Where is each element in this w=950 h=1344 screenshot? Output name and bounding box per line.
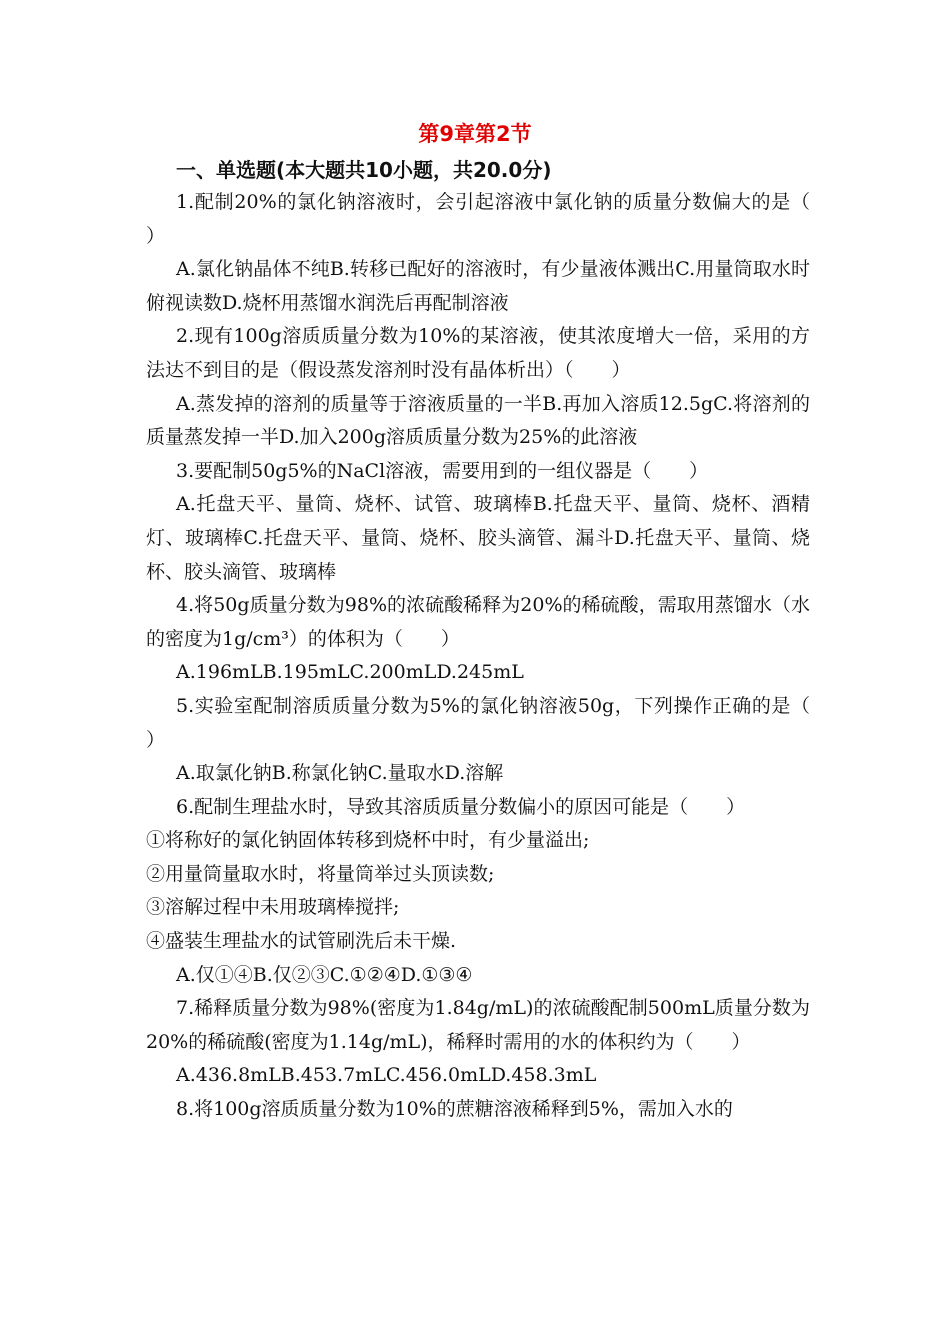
page-title: 第9章第2节: [418, 122, 532, 146]
question-2-options: A.蒸发掉的溶剂的质量等于溶液质量的一半B.再加入溶质12.5gC.将溶剂的质量蒸发掉一半D.加入200g溶质质量分数为25%的此溶液: [146, 392, 810, 449]
question-5-options: A.取氯化钠B.称氯化钠C.量取水D.溶解: [176, 762, 504, 785]
question-4-stem: 4.将50g质量分数为98%的浓硫酸稀释为20%的稀硫酸，需取用蒸馏水（水的密度为1g/cm³）的体积为（ ）: [146, 594, 810, 650]
question-2-stem: 2.现有100g溶质质量分数为10%的某溶液，使其浓度增大一倍，采用的方法达不到目的是（假设蒸发溶剂时没有晶体析出）（ ）: [146, 325, 810, 381]
question-1-options: A.氯化钠晶体不纯B.转移已配好的溶液时，有少量液体溅出C.用量筒取水时俯视读数D.烧杯用蒸馏水润洗后再配制溶液: [146, 258, 810, 314]
question-6-item-1: ①将称好的氯化钠固体转移到烧杯中时，有少量溢出;: [146, 829, 590, 852]
question-3-stem: 3.要配制50g5%的NaCl溶液，需要用到的一组仪器是（ ）: [176, 459, 709, 482]
question-7-stem: 7.稀释质量分数为98%(密度为1.84g/mL)的浓硫酸配制500mL质量分数为20%的稀硫酸(密度为1.14g/mL)，稀释时需用的水的体积约为（ ）: [146, 997, 810, 1053]
question-1-stem: 1.配制20%的氯化钠溶液时，会引起溶液中氯化钠的质量分数偏大的是（ ）: [146, 191, 849, 247]
question-6-item-3: ③溶解过程中未用玻璃棒搅拌;: [146, 896, 400, 919]
question-4-options: A.196mLB.195mLC.200mLD.245mL: [176, 661, 524, 684]
question-6-item-4: ④盛装生理盐水的试管刷洗后未干燥.: [146, 930, 457, 953]
question-6-stem: 6.配制生理盐水时，导致其溶质质量分数偏小的原因可能是（ ）: [176, 795, 746, 818]
section-heading: 一、单选题(本大题共10小题，共20.0分): [176, 158, 552, 182]
question-list: [146, 186, 849, 1127]
question-8-stem: 8.将100g溶质质量分数为10%的蔗糖溶液稀释到5%，需加入水的: [176, 1098, 733, 1121]
question-6-options: A.仅①④B.仅②③C.①②④D.①③④: [176, 963, 473, 986]
question-7-options: A.436.8mLB.453.7mLC.456.0mLD.458.3mL: [176, 1064, 597, 1087]
question-5-stem: 5.实验室配制溶质质量分数为5%的氯化钠溶液50g，下列操作正确的是（ ）: [146, 694, 849, 751]
question-6-item-2: ②用量筒量取水时，将量筒举过头顶读数;: [146, 862, 495, 885]
question-3-options: A.托盘天平、量筒、烧杯、试管、玻璃棒B.托盘天平、量筒、烧杯、酒精灯、玻璃棒C.托盘天平、量筒、烧杯、胶头滴管、漏斗D.托盘天平、量筒、烧杯、胶头滴管、玻璃棒: [146, 493, 810, 583]
